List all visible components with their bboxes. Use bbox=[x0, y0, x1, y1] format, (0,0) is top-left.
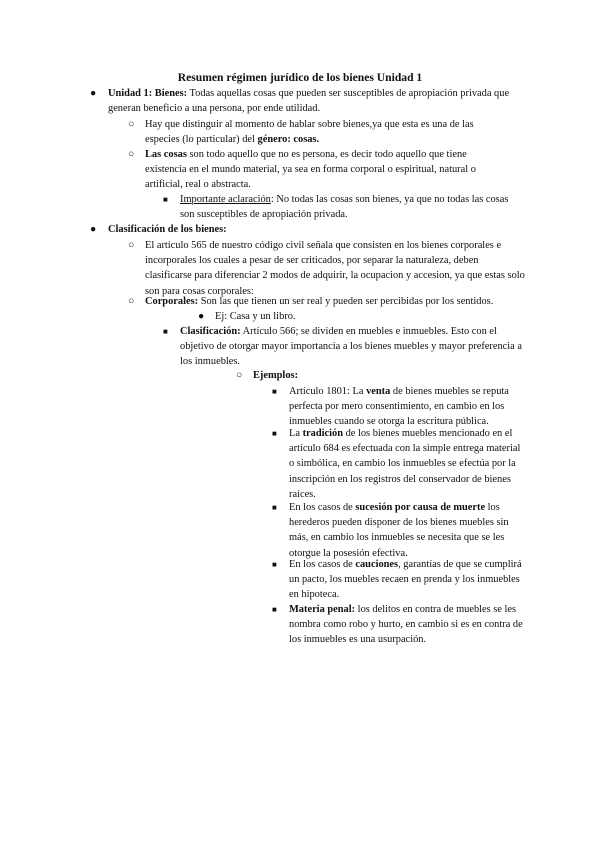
articulo-565-paragraph: El artículo 565 de nuestro código civil señala que consisten en los bienes corporales e incorporales los cuales a pesar de ser criticados, por separar la naturaleza, deben clasificarse para diferenciar 2 modos de adquirir, la ocupacion y accesion, ya que estas solo son para cosas corporales: bbox=[145, 240, 525, 297]
ejemplo-materia-penal bbox=[289, 602, 527, 648]
circle-bullet: ○ bbox=[128, 149, 135, 160]
ejemplo-tradicion-pre: La bbox=[289, 428, 303, 439]
square-bullet: ■ bbox=[272, 503, 277, 512]
aclaracion-underline: Importante aclaración bbox=[180, 194, 271, 205]
square-bullet: ■ bbox=[163, 195, 168, 204]
disc-bullet: ● bbox=[198, 311, 205, 322]
ejemplo-cauciones-bold: cauciones bbox=[355, 559, 399, 570]
square-bullet: ■ bbox=[272, 387, 277, 396]
aclaracion-paragraph bbox=[180, 192, 510, 222]
square-bullet: ■ bbox=[272, 429, 277, 438]
corporales-text: Son las que tienen un ser real y pueden ser percibidas por los sentidos. bbox=[198, 296, 494, 307]
clasificacion-566-paragraph bbox=[180, 324, 525, 370]
unidad1-text: Todas aquellas cosas que pueden ser susceptibles de apropiación privada que generan beneficio a una persona, por ende utilidad. bbox=[108, 88, 510, 115]
aclaracion-text: : No todas las cosas son bienes, ya que no todas las cosas son susceptibles de apropiación privada. bbox=[180, 194, 509, 221]
ejemplo-venta-bold: venta bbox=[366, 386, 391, 397]
ejemplo-cauciones bbox=[289, 557, 527, 603]
square-bullet: ■ bbox=[163, 327, 168, 336]
ejemplo-sucesion-post: los herederos pueden disponer de los bienes muebles sin más, en cambio los inmuebles se necesita que se les otorgue la posesión efectiva. bbox=[289, 502, 509, 559]
ejemplo-tradicion-bold: tradición bbox=[302, 428, 343, 439]
unidad1-heading: Unidad 1: Bienes: bbox=[108, 88, 188, 99]
corporales-paragraph bbox=[145, 294, 530, 309]
circle-bullet: ○ bbox=[128, 119, 135, 130]
ejemplo-sucesion bbox=[289, 500, 527, 561]
document-title: Resumen régimen jurídico de los bienes Unidad 1 bbox=[177, 71, 423, 84]
disc-bullet: ● bbox=[90, 224, 97, 235]
ejemplo-venta-pre: Artículo 1801: La bbox=[289, 386, 367, 397]
clasificacion-566-text: Artículo 566; se dividen en muebles e inmuebles. Esto con el objetivo de otorgar mayor importancia a los bienes muebles y mayor preferencia a los inmuebles. bbox=[180, 326, 522, 368]
square-bullet: ■ bbox=[272, 605, 277, 614]
clasificacion-bold: Clasificación: bbox=[180, 326, 241, 337]
circle-bullet: ○ bbox=[128, 296, 135, 307]
ejemplo-venta bbox=[289, 384, 527, 430]
ejemplo-cauciones-post: , garantías de que se cumplirá un pacto, los muebles recaen en prenda y los inmuebles en hipoteca. bbox=[289, 559, 522, 601]
ejemplo-venta-post: de bienes muebles se reputa perfecta por mero consentimiento, en cambio en los inmuebles cuando se otorga la escritura pública. bbox=[289, 386, 509, 428]
ejemplos-heading: Ejemplos: bbox=[253, 370, 299, 381]
las-cosas-bold: Las cosas bbox=[145, 149, 187, 160]
ejemplo-materia-penal-bold: Materia penal: bbox=[289, 604, 356, 615]
unidad1-paragraph bbox=[108, 86, 518, 116]
disc-bullet: ● bbox=[90, 88, 97, 99]
ejemplo-sucesion-bold: sucesión por causa de muerte bbox=[355, 502, 486, 513]
ejemplo-materia-penal-post: los delitos en contra de muebles se les nombra como robo y hurto, en cambio si es en contra de los inmuebles es una usurpación. bbox=[289, 604, 523, 646]
corporales-bold: Corporales: bbox=[145, 296, 199, 307]
ejemplo-cauciones-pre: En los casos de bbox=[289, 559, 356, 570]
clasificacion-heading: Clasificación de los bienes: bbox=[108, 224, 227, 235]
ejemplo-tradicion bbox=[289, 426, 527, 502]
las-cosas-paragraph bbox=[145, 147, 510, 193]
las-cosas-text: son todo aquello que no es persona, es decir todo aquello que tiene existencia en el mundo material, ya sea en forma corporal o espiritual, natural o artificial, real o abstracta. bbox=[145, 149, 476, 191]
ejemplo-sucesion-pre: En los casos de bbox=[289, 502, 356, 513]
ejemplo-casa-libro: Ej: Casa y un libro. bbox=[215, 311, 296, 322]
circle-bullet: ○ bbox=[128, 240, 135, 251]
ejemplo-tradicion-post: de los bienes muebles mencionado en el artículo 684 es efectuada con la simple entrega material o simbólica, en cambio los inmuebles se efectúa por la inscripción en los registros del conservador de bienes raíces. bbox=[289, 428, 521, 500]
genero-cosas-bold: género: cosas. bbox=[257, 134, 320, 146]
square-bullet: ■ bbox=[272, 560, 277, 569]
circle-bullet: ○ bbox=[236, 370, 243, 381]
unidad1-distinction-paragraph bbox=[145, 117, 510, 147]
unidad1-distinction-text: Hay que distinguir al momento de hablar sobre bienes,ya que esta es una de las especies (lo particular) del bbox=[145, 119, 474, 146]
